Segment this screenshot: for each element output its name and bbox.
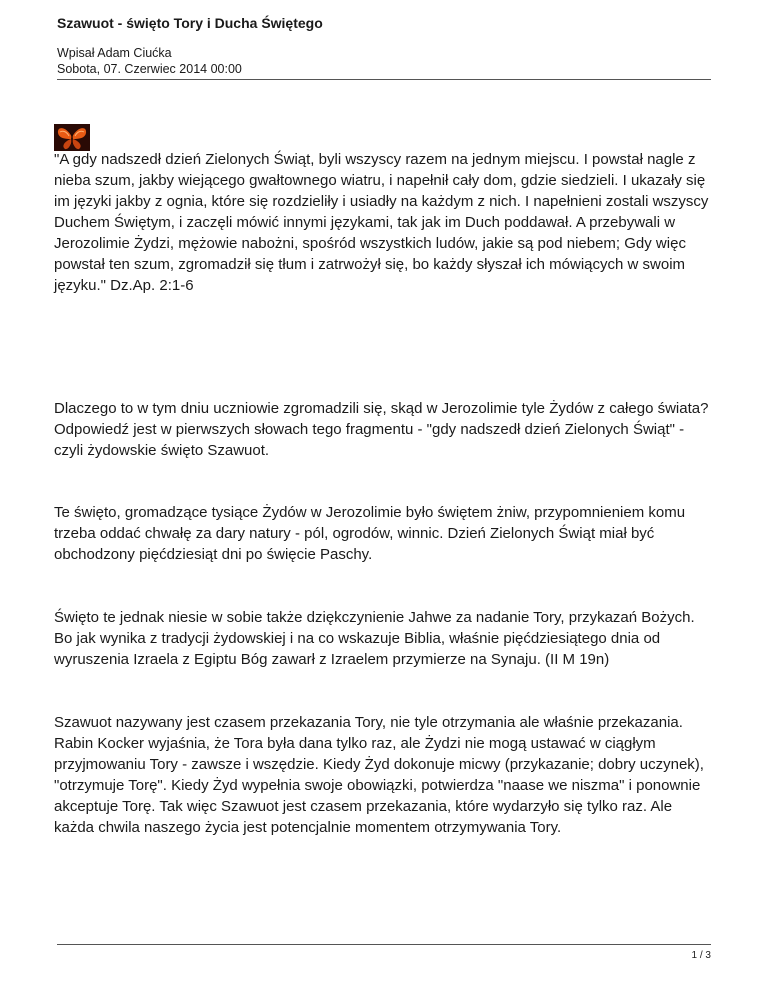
header-divider bbox=[57, 79, 711, 80]
paragraph-quote: "A gdy nadszedł dzień Zielonych Świąt, byli wszyscy razem na jednym miejscu. I powstał nagle z nieba szum, jakby wiejącego gwałtownego wiatru, i napełnił cały dom, gdzie siedzieli. I ukazały się im języki jakby z ognia, które się rozdzieliły i usiadły na każdym z nich. I napełnieni zostali wszyscy Duchem Świętym, i zaczęli mówić innymi językami, tak jak im Duch poddawał. A przebywali w Jerozolimie Żydzi, mężowie nabożni, spośród wszystkich ludów, jakie są pod niebem; Gdy więc powstał ten szum, zgromadził się tłum i zatrwożył się, bo każdy słyszał ich mówiących w swoim języku." Dz.Ap. 2:1-6 bbox=[54, 151, 709, 294]
author-line: Wpisał Adam Ciućka bbox=[57, 46, 172, 60]
paragraph: Szawuot nazywany jest czasem przekazania Tory, nie tyle otrzymania ale właśnie przekazania. Rabin Kocker wyjaśnia, że Tora była dana tylko raz, ale Żydzi nie mogą ustawać w ciągłym przyjmowaniu Tory - zawsze i wszędzie. Kiedy Żyd dokonuje micwy (przykazanie; dobry uczynek), "otrzymuje Torę". Kiedy Żyd wypełnia swoje obowiązki, potwierdza "naase we niszma" i ponownie akceptuje Torę. Tak więc Szawuot jest czasem przekazania, które wydarzyło się tylko raz. Ale każda chwila naszego życia jest potencjalnie momentem otrzymywania Tory. bbox=[54, 714, 704, 836]
date-line: Sobota, 07. Czerwiec 2014 00:00 bbox=[57, 62, 242, 76]
page-number: 1 / 3 bbox=[691, 950, 711, 961]
paragraph: Dlaczego to w tym dniu uczniowie zgromadzili się, skąd w Jerozolimie tyle Żydów z całego świata? Odpowiedź jest w pierwszych słowach tego fragmentu - "gdy nadszedł dzień Zielonych Świąt" - czyli żydowskie święto Szawuot. bbox=[54, 400, 709, 459]
paragraph: Święto te jednak niesie w sobie także dziękczynienie Jahwe za nadanie Tory, przykazań Bożych. Bo jak wynika z tradycji żydowskiej i na co wskazuje Biblia, właśnie pięćdziesiątego dnia od wyruszenia Izraela z Egiptu Bóg zawarł z Izraelem przymierze na Synaju. (II M 19n) bbox=[54, 609, 695, 668]
butterfly-icon bbox=[54, 124, 90, 151]
article-meta bbox=[57, 45, 242, 77]
paragraph: Te święto, gromadzące tysiące Żydów w Jerozolimie było świętem żniw, przypomnieniem komu trzeba oddać chwałę za dary natury - pól, ogrodów, winnic. Dzień Zielonych Świąt miał być obchodzony pięćdziesiąt dni po święcie Paschy. bbox=[54, 504, 686, 563]
page-title: Szawuot - święto Tory i Ducha Świętego bbox=[57, 15, 323, 31]
footer-divider bbox=[57, 944, 711, 945]
